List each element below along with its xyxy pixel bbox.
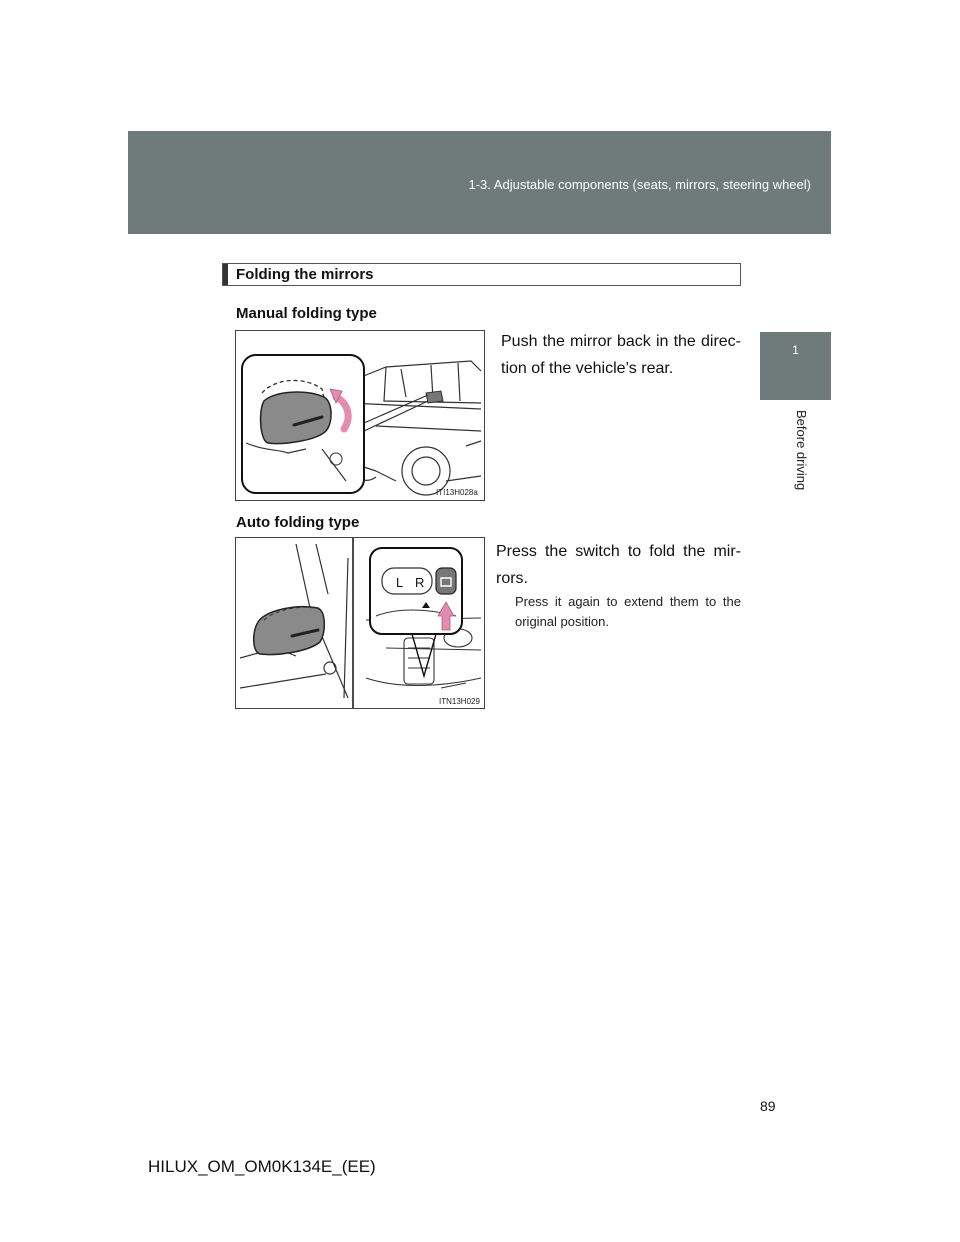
auto-folding-instruction: Press the switch to fold the mir-rors. (496, 543, 741, 587)
figure-code: ITN13H029 (439, 697, 480, 706)
auto-folding-figure (235, 537, 485, 709)
auto-folding-heading: Auto folding type (236, 514, 360, 531)
chapter-header (128, 131, 831, 234)
manual-folding-figure (235, 330, 485, 501)
section-title: Folding the mirrors (236, 266, 374, 283)
section-heading (222, 263, 741, 286)
figure-code: ITI13H028a (436, 488, 478, 497)
switch-label-right: R (415, 575, 425, 590)
manual-folding-instruction: Push the mirror back in the direc-tion of the vehicle’s rear. (501, 333, 741, 377)
fold-switch (436, 568, 456, 594)
chapter-number: 1 (792, 343, 799, 357)
auto-folding-note: Press it again to extend them to the original position. (515, 594, 741, 629)
manual-folding-heading: Manual folding type (236, 305, 377, 322)
mirror-fold-illustration (236, 331, 485, 501)
chapter-label: Before driving (794, 410, 809, 491)
heading-bar (223, 264, 228, 285)
switch-label-left: L (396, 575, 404, 590)
page-number: 89 (760, 1098, 776, 1114)
document-footer: HILUX_OM_OM0K134E_(EE) (148, 1157, 376, 1176)
mirror-switch-illustration (236, 538, 485, 709)
section-breadcrumb: 1-3. Adjustable components (seats, mirrors, steering wheel) (468, 177, 811, 192)
